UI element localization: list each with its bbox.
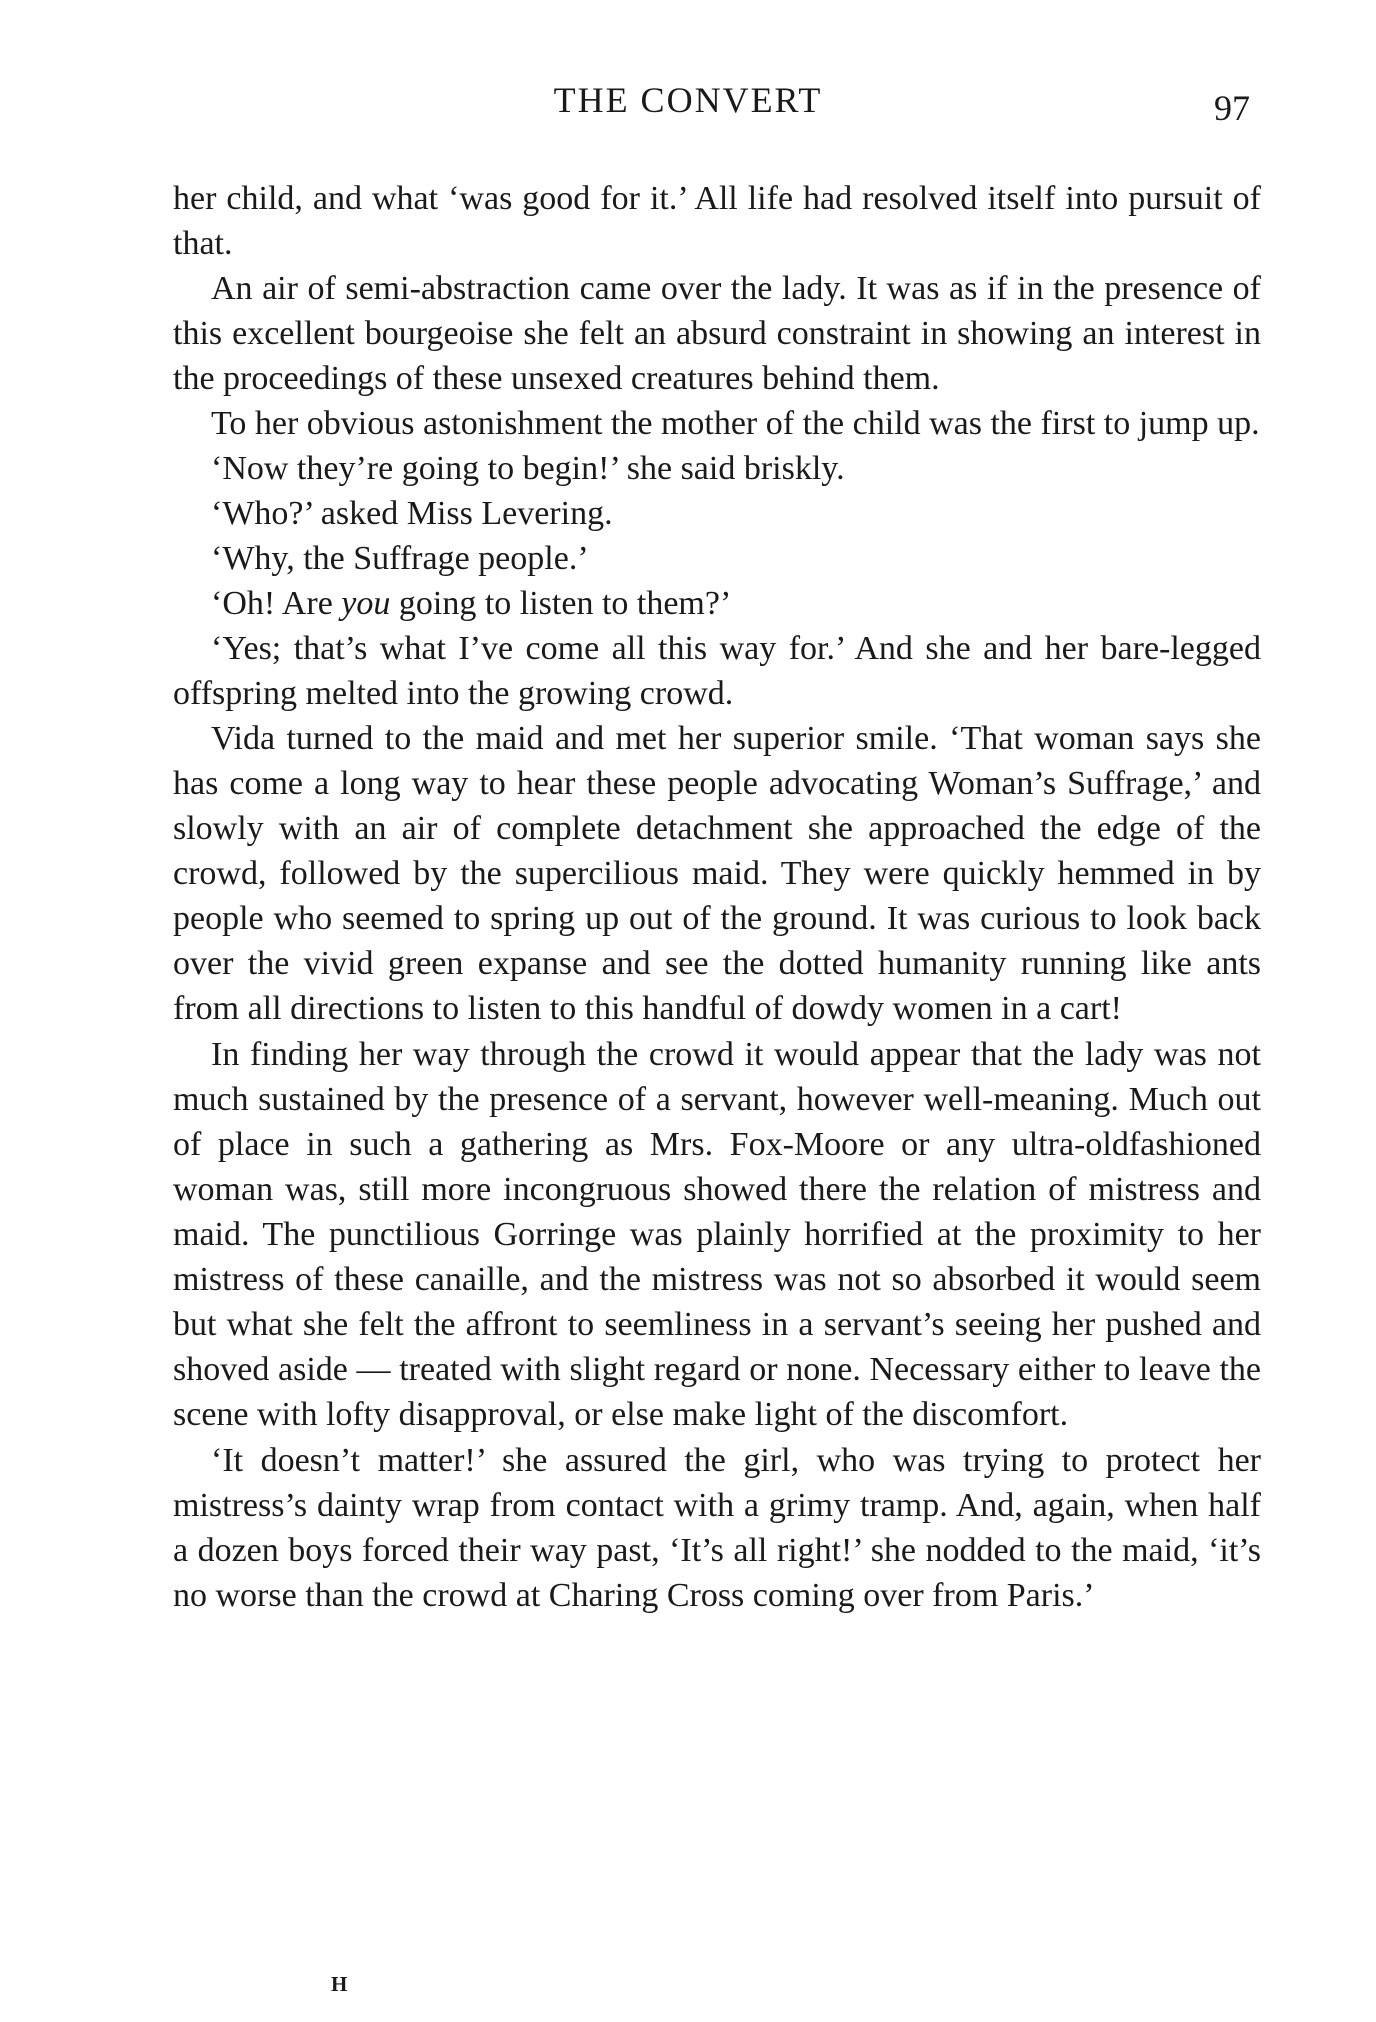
paragraph: In finding her way through the crowd it would appear that the lady was not much sustained by the presence of a servant, however well-meaning. Much out of place in such a gathering as Mrs. Fox-Moore or any ultra-oldfashioned woman was, still more incongruous showed there the relation of mistress and maid. The punctilious Gorringe was plainly horrified at the proximity to her mistress of these canaille, and the mistress was not so absorbed it would seem but what she felt the affront to seemliness in a servant’s seeing her pushed and shoved aside — treated with slight regard or none. Necessary either to leave the scene with lofty disapproval, or else make light of the discomfort.	[173, 1036, 1261, 1433]
running-header-title: THE CONVERT	[553, 80, 823, 120]
paragraph-text: going to listen to them?’	[390, 585, 732, 622]
paragraph: ‘Now they’re going to begin!’ she said briskly.	[211, 450, 845, 487]
paragraph: ‘Who?’ asked Miss Levering.	[211, 495, 613, 532]
paragraph: ‘Why, the Suffrage people.’	[211, 540, 589, 577]
paragraph	[173, 581, 1261, 626]
paragraph: An air of semi-abstraction came over the lady. It was as if in the presence of this excellent bourgeoise she felt an absurd constraint in showing an interest in the proceedings of these unsexed creatures behind them.	[173, 270, 1261, 397]
paragraph-text: ‘Oh! Are	[211, 585, 342, 622]
page-number: 97	[1214, 88, 1250, 128]
paragraph: ‘It doesn’t matter!’ she assured the girl, who was trying to protect her mistress’s dainty wrap from contact with a grimy tramp. And, again, when half a dozen boys forced their way past, ‘It’s all right!’ she nodded to the maid, ‘it’s no worse than the crowd at Charing Cross coming over from Paris.’	[173, 1442, 1261, 1614]
paragraph: her child, and what ‘was good for it.’ All life had resolved itself into pursuit of that.	[173, 180, 1261, 262]
paragraph: To her obvious astonishment the mother of the child was the first to jump up.	[211, 405, 1260, 442]
emphasis-text: you	[341, 585, 391, 622]
paragraph: ‘Yes; that’s what I’ve come all this way for.’ And she and her bare-legged offspring melted into the growing crowd.	[173, 630, 1261, 712]
signature-mark: H	[331, 1972, 349, 1996]
body-text	[173, 176, 1261, 1618]
paragraph: Vida turned to the maid and met her superior smile. ‘That woman says she has come a long way to hear these people advocating Woman’s Suffrage,’ and slowly with an air of complete detachment she approached the edge of the crowd, followed by the supercilious maid. They were quickly hemmed in by people who seemed to spring up out of the ground. It was curious to look back over the vivid green expanse and see the dotted humanity running like ants from all directions to listen to this handful of dowdy women in a cart!	[173, 720, 1261, 1027]
